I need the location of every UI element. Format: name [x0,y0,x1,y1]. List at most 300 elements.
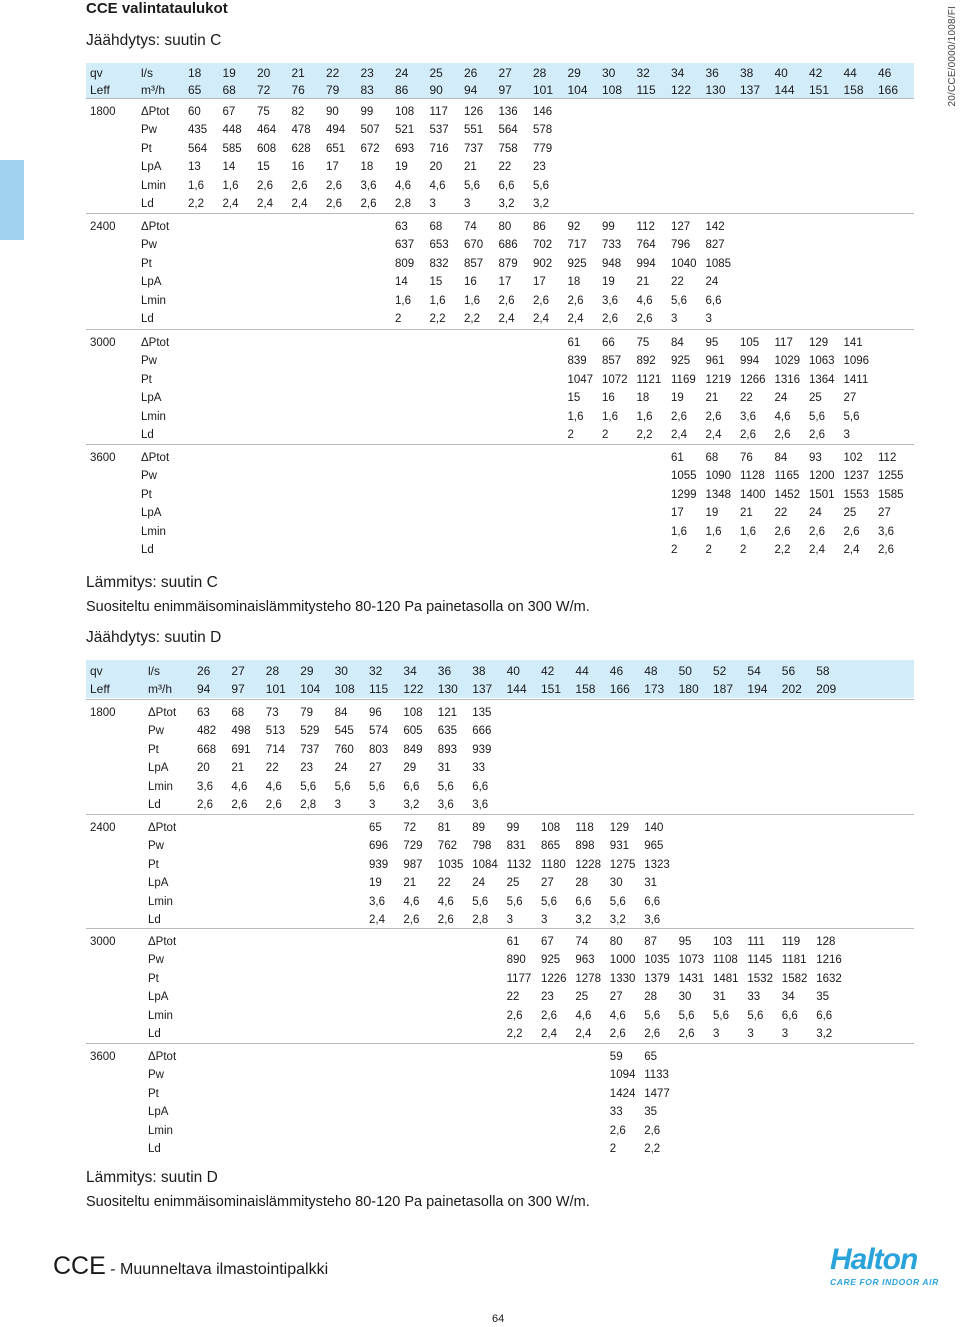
table-cell: 691 [231,743,251,756]
table-cell: 24 [809,507,822,520]
table-cell: 24 [705,276,719,289]
table-cell: 95 [678,936,692,948]
table-cell: 585 [222,142,242,155]
table-cell: 2 [609,1143,617,1155]
table-cell: 27 [541,877,554,890]
table-cell: 2,2 [188,198,204,210]
header-label: qv [90,66,103,80]
row-label: Pw [148,1069,164,1082]
table-cell: 925 [541,954,561,967]
header-label: Leff [90,83,110,97]
table-cell: 839 [567,355,587,368]
header-cell: 94 [197,682,211,696]
table-cell: 702 [533,239,553,252]
row-label: LpA [141,392,162,405]
table-cell: 6,6 [472,780,489,793]
table-cell: 4,6 [429,179,446,192]
table-cell: 2 [740,544,747,556]
table-cell: 2,4 [809,544,825,556]
header-cell: 40 [506,664,520,678]
pressure-label: 2400 [90,822,116,834]
table-cell: 3 [429,198,436,210]
table-cell: 75 [257,106,270,118]
header-cell: 122 [403,682,424,696]
row-label: ΔPtot [141,221,170,233]
table-cell: 4,6 [403,895,420,908]
header-cell: 40 [774,66,788,80]
table-cell: 17 [498,276,512,289]
section-tab-marker [0,160,24,240]
table-cell: 2,6 [602,313,618,325]
table-cell: 18 [567,276,581,289]
header-cell: 97 [498,83,512,97]
row-label: Pw [148,840,164,853]
table-cell: 6,6 [575,895,592,908]
table-cell: 1096 [843,355,870,368]
table-cell: 6,6 [781,1009,798,1022]
table-cell: 1431 [678,972,705,985]
table-cell: 3 [506,914,513,926]
table-cell: 84 [671,337,684,349]
table-cell: 1128 [740,470,765,483]
header-cell: 79 [326,83,340,97]
table-cell: 1553 [843,488,870,501]
table-cell: 635 [437,725,457,738]
table-cell: 6,6 [816,1009,833,1022]
header-cell: 44 [575,664,589,678]
table-cell: 3 [671,313,678,325]
table-cell: 3,2 [498,198,515,210]
table-cell: 108 [403,707,423,719]
table-cell: 608 [257,142,277,155]
header-cell: 21 [291,66,305,80]
table-cell: 1255 [878,470,904,483]
table-cell: 128 [816,936,836,948]
table-cell: 628 [291,142,311,155]
table-cell: 498 [231,725,251,738]
table-cell: 6,6 [403,780,420,793]
table-cell: 2,6 [533,294,549,307]
table-cell: 1330 [609,972,636,985]
table-cell: 22 [774,507,788,520]
table-cell: 1316 [774,373,801,386]
table-cell: 2,4 [498,313,515,325]
heating-c-title: Lämmitys: suutin C [86,574,218,591]
table-cell: 2,6 [636,313,653,325]
table-cell: 1200 [809,470,835,483]
table-cell: 5,6 [472,895,489,908]
header-cell: 166 [609,682,630,696]
table-cell: 3,6 [602,294,618,307]
table-cell: 1411 [843,373,869,386]
header-cell: 173 [644,682,665,696]
table-cell: 22 [498,161,512,174]
table-cell: 478 [291,124,311,137]
table-cell: 25 [506,877,520,890]
header-cell: 27 [231,664,245,678]
row-label: Ld [141,198,154,210]
table-cell: 879 [498,257,518,270]
row-label: Pw [141,239,157,252]
row-label: ΔPtot [148,707,177,719]
table-cell: 529 [300,725,320,738]
table-cell: 13 [188,161,201,174]
table-cell: 948 [602,257,622,270]
table-cell: 1379 [644,972,670,985]
table-cell: 33 [609,1106,623,1119]
row-label: Lmin [148,1124,173,1137]
table-cell: 20 [429,161,443,174]
header-cell: 101 [265,682,286,696]
table-cell: 118 [575,822,594,834]
table-cell: 666 [472,725,492,738]
row-label: Lmin [148,780,173,793]
table-cell: 3,6 [472,799,489,811]
table-cell: 1481 [713,972,739,985]
table-cell: 2,2 [464,313,480,325]
table-cell: 35 [816,991,829,1004]
table-cell: 2,2 [506,1028,523,1040]
table-cell: 2,4 [671,429,687,441]
table-cell: 3 [541,914,548,926]
table-cell: 28 [575,877,589,890]
table-cell: 61 [567,337,581,349]
table-cell: 764 [636,239,656,252]
table-cell: 798 [472,840,492,853]
table-cell: 1,6 [671,525,687,538]
row-label: ΔPtot [141,106,170,118]
row-label: ΔPtot [141,452,170,464]
group-separator [86,699,914,700]
header-cell: 130 [705,83,726,97]
header-cell: 29 [300,664,314,678]
table-cell: 809 [395,257,415,270]
row-label: Ld [148,1143,161,1155]
header-unit: l/s [141,66,153,80]
header-cell: 68 [222,83,236,97]
table-cell: 1035 [644,954,670,967]
table-cell: 758 [498,142,518,155]
header-label: Leff [90,682,110,696]
table-cell: 2,6 [809,429,825,441]
table-cell: 1299 [671,488,697,501]
table-cell: 21 [231,762,245,775]
table-cell: 803 [369,743,389,756]
table-cell: 717 [567,239,587,252]
table-cell: 19 [395,161,408,174]
table-cell: 2,8 [300,799,317,811]
table-cell: 2,6 [644,1124,661,1137]
table-cell: 2,4 [705,429,722,441]
header-cell: 144 [774,83,795,97]
table-cell: 925 [567,257,587,270]
pressure-label: 3600 [90,452,116,464]
row-label: Pt [141,373,152,386]
document-code: 20/CCE/0000/1008/FI [947,6,958,107]
header-cell: 38 [740,66,754,80]
table-cell: 1,6 [464,294,480,307]
table-cell: 18 [636,392,650,405]
table-cell: 127 [671,221,691,233]
table-cell: 3,2 [403,799,420,811]
table-cell: 99 [360,106,374,118]
header-cell: 180 [678,682,699,696]
table-cell: 67 [541,936,554,948]
table-cell: 108 [395,106,415,118]
table-cell: 5,6 [713,1009,729,1022]
table-cell: 2,8 [472,914,489,926]
header-cell: 25 [429,66,443,80]
page-title: CCE valintataulukot [86,0,228,17]
table-cell: 3,6 [437,799,454,811]
table-cell: 2 [705,544,712,556]
table-cell: 15 [567,392,581,405]
table-cell: 2,4 [257,198,273,210]
table-cell: 574 [369,725,389,738]
table-cell: 545 [334,725,354,738]
table-cell: 2 [671,544,678,556]
table-cell: 1582 [781,972,808,985]
header-cell: 26 [464,66,478,80]
table-cell: 564 [188,142,208,155]
header-unit: m³/h [141,83,165,97]
table-cell: 3 [334,799,341,811]
header-cell: 28 [533,66,547,80]
table-cell: 2 [395,313,402,325]
table-cell: 22 [671,276,684,289]
header-cell: 54 [747,664,761,678]
table-cell: 15 [257,161,270,174]
table-cell: 737 [300,743,320,756]
table-cell: 2 [567,429,574,441]
table-cell: 135 [472,707,492,719]
table-cell: 142 [705,221,725,233]
row-label: Lmin [141,410,166,423]
table-cell: 67 [222,106,236,118]
table-cell: 60 [188,106,201,118]
table-cell: 68 [705,452,719,464]
table-cell: 27 [609,991,623,1004]
row-label: ΔPtot [148,936,177,948]
table-cell: 5,6 [334,780,351,793]
table-cell: 2,6 [265,799,282,811]
header-cell: 30 [602,66,616,80]
table-cell: 892 [636,355,656,368]
table-cell: 2,4 [222,198,239,210]
table-cell: 24 [472,877,485,890]
row-label: Lmin [141,294,166,307]
table-cell: 733 [602,239,622,252]
header-cell: 58 [816,664,830,678]
table-cell: 96 [369,707,382,719]
header-cell: 30 [334,664,348,678]
footer-product-subtitle: - Muunneltava ilmastointipalkki [105,1261,329,1278]
page-number: 64 [492,1313,505,1325]
table-cell: 1121 [636,373,662,386]
table-cell: 63 [197,707,210,719]
table-cell: 1477 [644,1087,670,1100]
table-cell: 17 [326,161,339,174]
row-label: Ld [148,799,161,811]
table-cell: 14 [222,161,236,174]
table-cell: 2,6 [567,294,584,307]
table-cell: 1266 [740,373,766,386]
table-cell: 129 [609,822,629,834]
table-cell: 112 [636,221,655,233]
table-cell: 1275 [609,858,636,871]
table-cell: 68 [231,707,245,719]
table-cell: 3 [705,313,712,325]
table-cell: 5,6 [678,1009,695,1022]
header-cell: 46 [609,664,624,678]
header-cell: 94 [464,83,478,97]
table-cell: 994 [636,257,656,270]
header-cell: 48 [644,664,658,678]
table-cell: 140 [644,822,664,834]
header-cell: 44 [843,66,857,80]
table-cell: 59 [609,1051,623,1063]
table-cell: 2,2 [636,429,653,441]
table-cell: 3,2 [533,198,549,210]
table-cell: 20 [197,762,210,775]
table-cell: 521 [395,124,415,137]
table-cell: 21 [403,877,417,890]
pressure-label: 3600 [90,1051,116,1063]
header-cell: 32 [369,664,383,678]
heating-c-note: Suositeltu enimmäisominaislämmitysteho 80-120 Pa painetasolla on 300 W/m. [86,599,590,615]
pressure-label: 1800 [90,707,116,719]
header-cell: 50 [678,664,692,678]
table-cell: 482 [197,725,217,738]
table-cell: 5,6 [464,179,480,192]
table-cell: 1400 [740,488,766,501]
table-cell: 1216 [816,954,842,967]
table-cell: 4,6 [231,780,248,793]
header-cell: 194 [747,682,768,696]
row-label: ΔPtot [148,822,177,834]
header-cell: 28 [265,664,280,678]
table-cell: 4,6 [575,1009,592,1022]
heating-d-note: Suositeltu enimmäisominaislämmitysteho 80-120 Pa painetasolla on 300 W/m. [86,1194,590,1210]
table-cell: 22 [265,762,279,775]
table-cell: 2,6 [843,525,860,538]
table-cell: 1424 [609,1087,636,1100]
table-cell: 141 [843,337,863,349]
table-cell: 2,4 [291,198,308,210]
pressure-label: 3000 [90,337,116,349]
table-cell: 84 [334,707,348,719]
table-cell: 2,4 [567,313,584,325]
table-cell: 668 [197,743,217,756]
header-cell: 72 [257,83,271,97]
header-unit: m³/h [148,682,172,696]
header-cell: 108 [334,682,355,696]
table-cell: 31 [437,762,451,775]
table-cell: 2,6 [291,179,308,192]
table-cell: 653 [429,239,449,252]
table-cell: 73 [265,707,279,719]
table-cell: 961 [705,355,725,368]
header-cell: 36 [705,66,719,80]
table-cell: 2,6 [644,1028,661,1040]
table-cell: 102 [843,452,863,464]
group-separator [86,1043,914,1044]
table-cell: 729 [403,840,423,853]
table-cell: 24 [774,392,788,405]
row-label: Pt [148,1087,159,1100]
table-cell: 6,6 [498,179,515,192]
table-cell: 1,6 [188,179,204,192]
table-cell: 1,6 [602,410,618,423]
table-cell: 898 [575,840,595,853]
header-cell: 130 [437,682,458,696]
table-cell: 5,6 [809,410,825,423]
header-cell: 24 [395,66,409,80]
table-cell: 1132 [506,858,532,871]
table-cell: 3,2 [609,914,626,926]
table-cell: 696 [369,840,389,853]
table-cell: 111 [747,936,765,948]
table-cell: 2,2 [774,544,791,556]
row-label: Pt [148,743,159,756]
header-cell: 97 [231,682,245,696]
table-cell: 2,6 [609,1028,626,1040]
table-cell: 1532 [747,972,773,985]
table-cell: 1,6 [429,294,446,307]
header-cell: 90 [429,83,443,97]
pressure-label: 1800 [90,106,116,118]
header-cell: 108 [602,83,623,97]
table-cell: 925 [671,355,691,368]
header-cell: 32 [636,66,650,80]
table-cell: 994 [740,355,760,368]
table-cell: 716 [429,142,449,155]
table-cell: 513 [265,725,285,738]
table-cell: 22 [437,877,451,890]
table-cell: 2,6 [197,799,213,811]
table-cell: 832 [429,257,449,270]
table-cell: 1145 [747,954,773,967]
table-cell: 1226 [541,972,567,985]
table-cell: 1133 [644,1069,669,1082]
table-cell: 92 [567,221,581,233]
table-cell: 119 [781,936,801,948]
table-cell: 2,6 [498,294,515,307]
table-cell: 80 [609,936,623,948]
table-cell: 3,2 [575,914,592,926]
table-cell: 1,6 [636,410,653,423]
header-cell: 151 [809,83,830,97]
header-cell: 23 [360,66,374,80]
table-cell: 1348 [705,488,732,501]
halton-logo [828,1243,946,1287]
table-cell: 21 [636,276,650,289]
table-cell: 21 [705,392,719,405]
table-cell: 16 [291,161,305,174]
table-cell: 23 [533,161,546,174]
row-label: Ld [141,544,154,556]
table-cell: 63 [395,221,408,233]
table-cell: 5,6 [671,294,687,307]
header-cell: 42 [541,664,555,678]
table-cell: 126 [464,106,484,118]
table-cell: 1090 [705,470,732,483]
table-cell: 1181 [781,954,807,967]
table-cell: 2,6 [705,410,722,423]
table-cell: 82 [291,106,305,118]
row-label: Pt [141,142,152,155]
table-cell: 714 [265,743,285,756]
